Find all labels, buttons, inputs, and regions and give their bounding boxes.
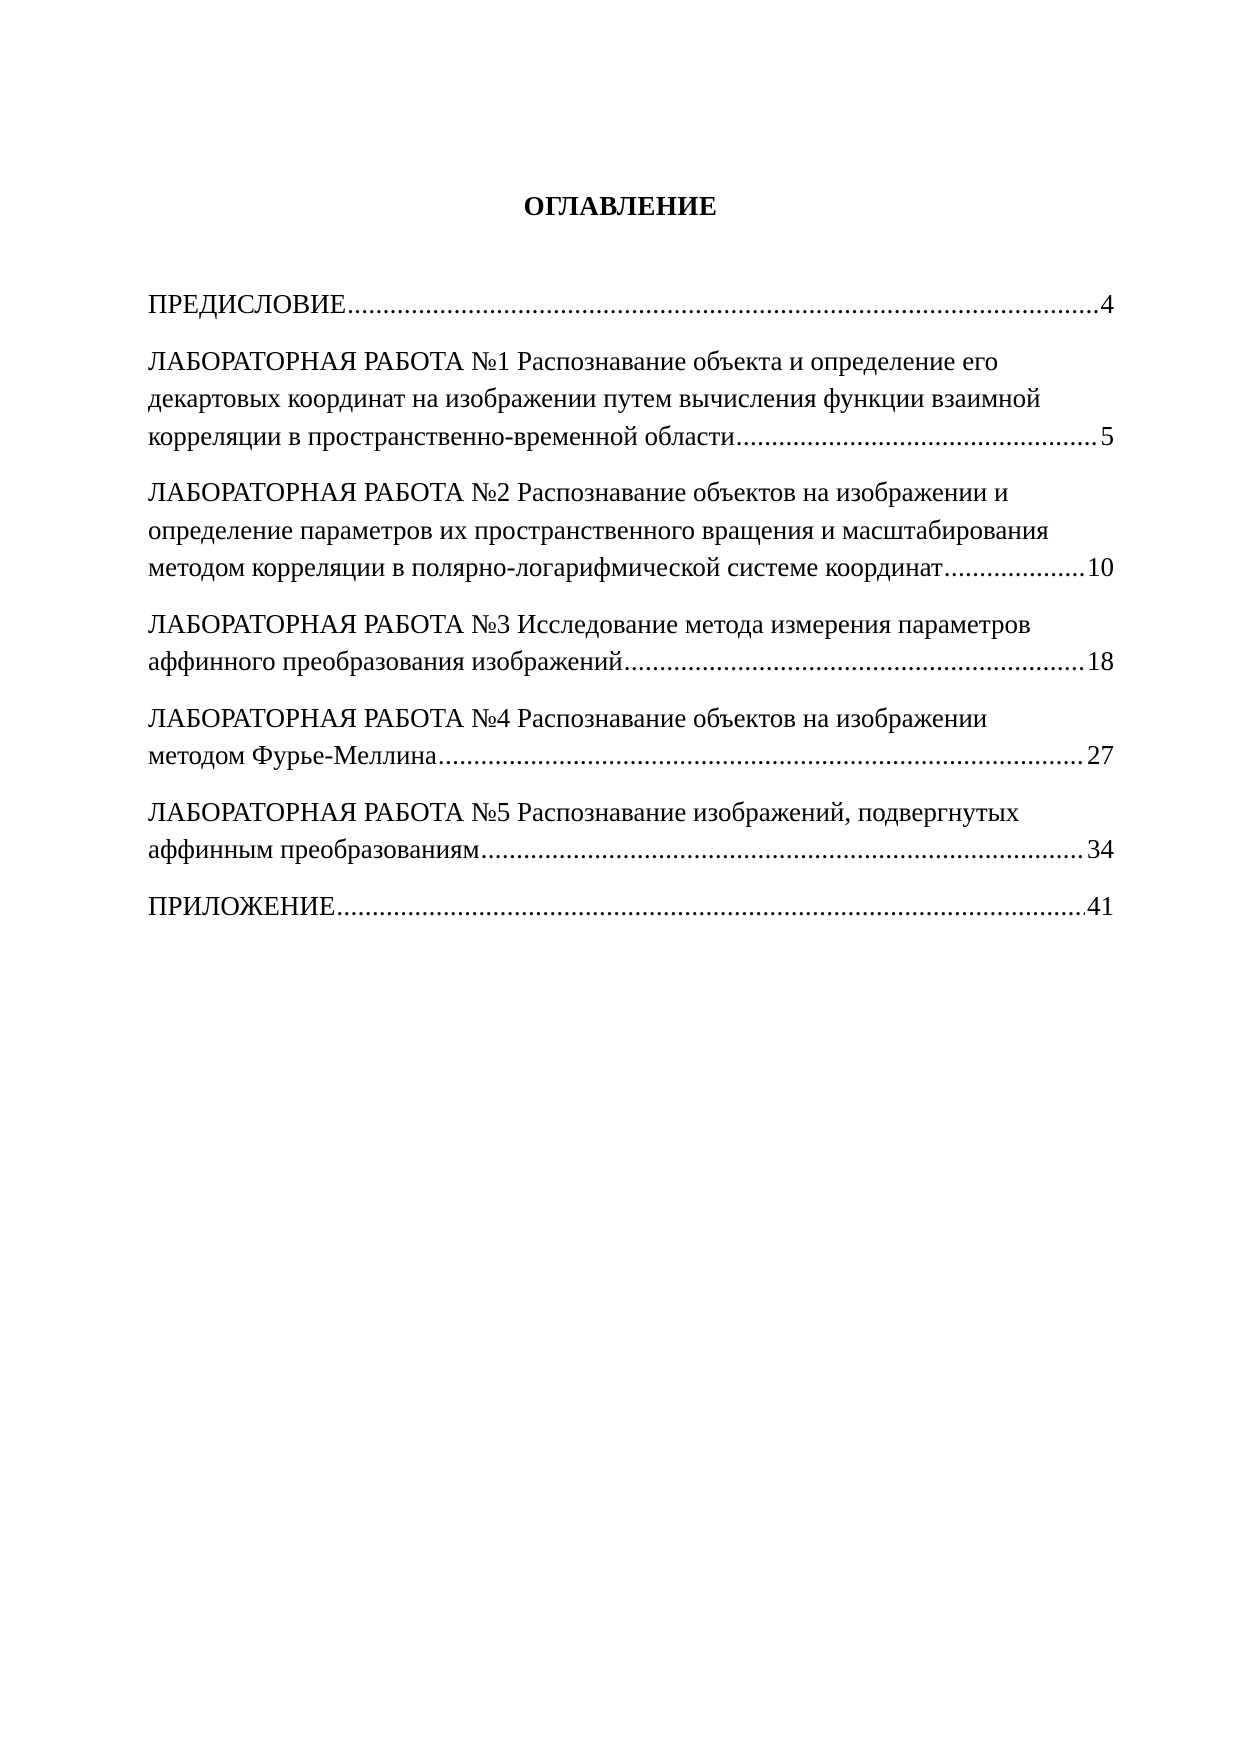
toc-page-number: 41 — [1087, 890, 1114, 921]
dot-leader — [438, 737, 1085, 775]
toc-entry-title: корреляции в пространственно-временной области — [148, 420, 735, 451]
toc-page-number: 18 — [1087, 646, 1114, 676]
toc-entry-title-line: ЛАБОРАТОРНАЯ РАБОТА №1 Распознавание объекта и определение его — [148, 345, 999, 376]
toc-entry-title-line: определение параметров их пространственного вращения и масштабирования — [148, 514, 1049, 545]
dot-leader — [624, 643, 1085, 681]
toc-entry-lab-5[interactable] — [148, 794, 1114, 869]
toc-entry-line — [148, 737, 1114, 775]
toc-page-number: 4 — [1100, 289, 1114, 319]
toc-entry-title-line: ЛАБОРАТОРНАЯ РАБОТА №2 Распознавание объектов на изображении и — [148, 477, 1009, 507]
toc-page-number: 34 — [1087, 834, 1114, 864]
toc-entry-title-line: ЛАБОРАТОРНАЯ РАБОТА №3 Исследование метода измерения параметров — [148, 608, 1031, 639]
page-title: ОГЛАВЛЕНИЕ — [523, 191, 718, 221]
toc-entry-line — [148, 418, 1114, 456]
toc-page-number: 27 — [1087, 740, 1114, 770]
toc-entry-title: аффинным преобразованиям — [148, 834, 480, 864]
toc-page-number: 10 — [1087, 552, 1114, 582]
toc-page-number: 5 — [1100, 420, 1114, 451]
table-of-contents — [148, 286, 1114, 944]
toc-entry-lab-2[interactable] — [148, 474, 1114, 587]
toc-entry-title-line: ЛАБОРАТОРНАЯ РАБОТА №5 Распознавание изображений, подвергнутых — [148, 796, 1020, 827]
toc-entry-line — [148, 549, 1114, 587]
toc-entry-line — [148, 888, 1114, 926]
toc-entry-line — [148, 286, 1114, 324]
dot-leader — [736, 418, 1099, 456]
toc-entry-title: аффинного преобразования изображений — [148, 646, 623, 676]
toc-entry-title: методом корреляции в полярно-логарифмической системе координат — [148, 552, 943, 582]
toc-entry-lab-1[interactable] — [148, 343, 1114, 456]
toc-entry-line — [148, 831, 1114, 869]
toc-entry-lab-3[interactable] — [148, 606, 1114, 681]
toc-entry-title: ПРЕДИСЛОВИЕ — [148, 289, 347, 319]
toc-entry-title: ПРИЛОЖЕНИЕ — [148, 890, 336, 921]
toc-entry-title: методом Фурье-Меллина — [148, 740, 437, 770]
toc-entry-title-line: декартовых координат на изображении путем вычисления функции взаимной — [148, 383, 1041, 413]
dot-leader — [481, 831, 1085, 869]
toc-entry-lab-4[interactable] — [148, 700, 1114, 775]
dot-leader — [944, 549, 1085, 587]
toc-entry-title-line: ЛАБОРАТОРНАЯ РАБОТА №4 Распознавание объектов на изображении — [148, 702, 988, 733]
toc-entry-appendix[interactable] — [148, 888, 1114, 926]
toc-entry-preface[interactable] — [148, 286, 1114, 324]
toc-entry-line — [148, 643, 1114, 681]
dot-leader — [347, 286, 1098, 324]
dot-leader — [336, 888, 1085, 926]
